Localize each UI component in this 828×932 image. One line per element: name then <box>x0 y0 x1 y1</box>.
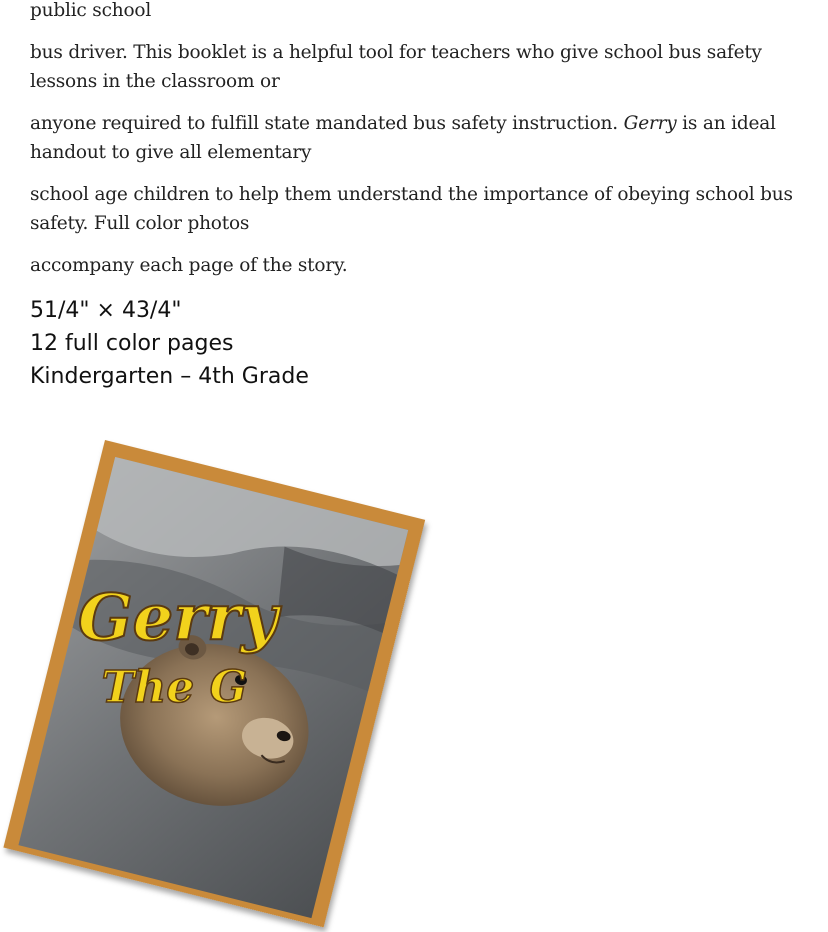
book-cover-image <box>3 440 425 927</box>
spec-pages: 12 full color pages <box>30 331 234 356</box>
cover-title-line-1: Gerry <box>77 580 278 656</box>
spec-size: 51/4" × 43/4" <box>30 298 182 323</box>
cover-title-line-2: The G <box>101 661 248 713</box>
text-run: anyone required to fulfill state mandated bus safety instruction. <box>30 113 624 134</box>
text-run: is an ideal handout to give all elementary <box>30 113 776 163</box>
paragraph-line-1: public school <box>30 0 152 21</box>
spec-grades: Kindergarten – 4th Grade <box>30 364 309 389</box>
paragraph-description-1: bus driver. This booklet is a helpful tool for teachers who give school bus safety lessons in the classroom or <box>30 42 762 92</box>
book-title-italic: Gerry <box>623 113 677 134</box>
book-cover-illustration <box>3 440 425 927</box>
paragraph-description-3: school age children to help them understand the importance of obeying school bus safety. Full color photos <box>30 184 793 234</box>
paragraph-description-2 <box>30 109 822 167</box>
paragraph-description-4: accompany each page of the story. <box>30 255 348 276</box>
